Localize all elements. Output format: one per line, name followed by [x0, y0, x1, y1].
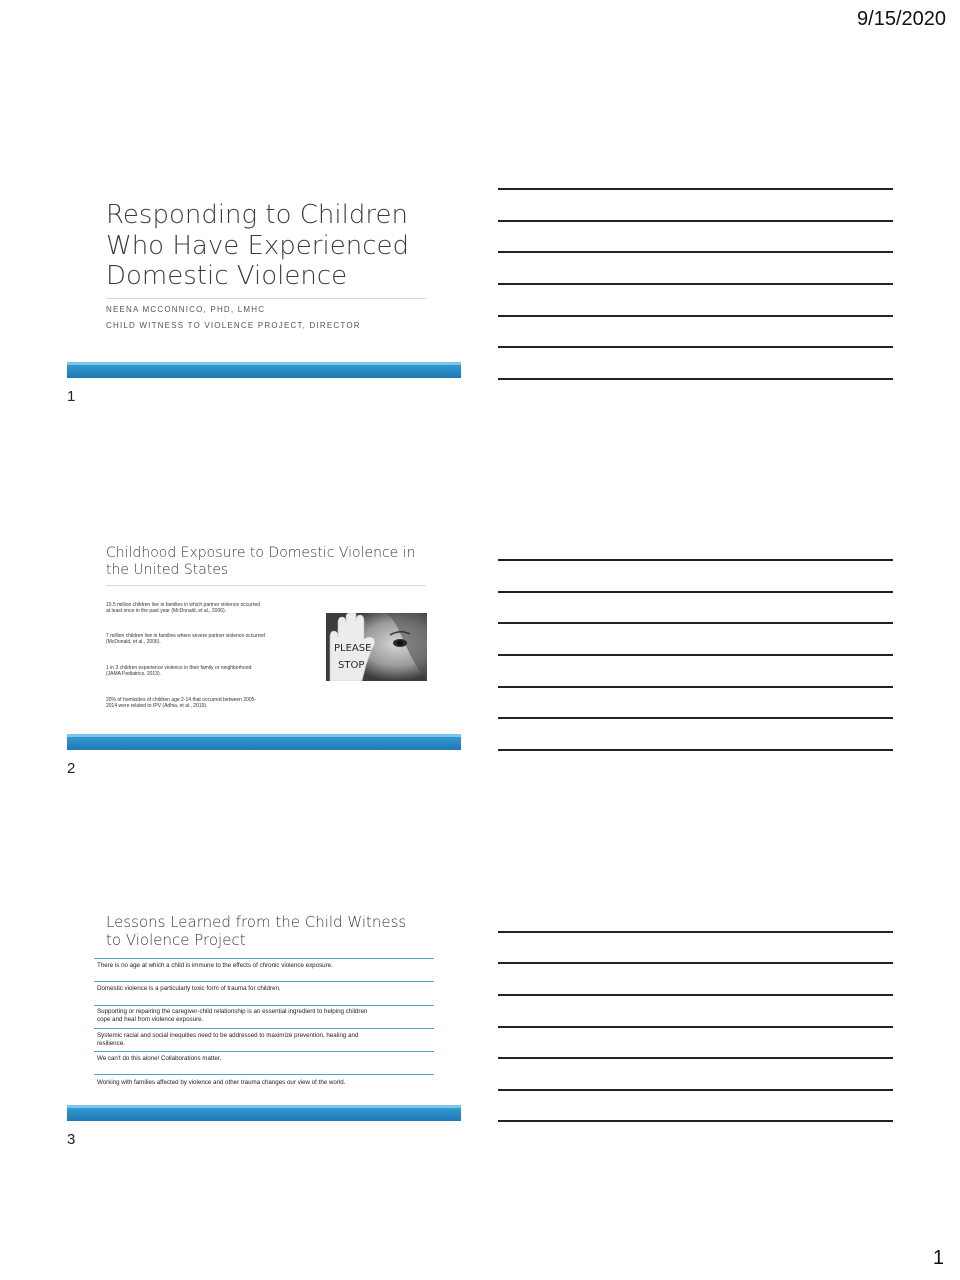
lesson-item: Domestic violence is a particularly toxic form of trauma for children. [97, 985, 281, 992]
note-line [498, 251, 893, 253]
lesson-item: We can't do this alone! Collaborations matter. [97, 1055, 222, 1062]
note-line [498, 378, 893, 380]
slide-title-line: Lessons Learned from the Child Witness [106, 913, 407, 931]
statistic-item: 15.5 million children live in families in which partner violence occurred at least once in the past year (McDonald, et al., 2006). [106, 602, 260, 614]
page-number: 1 [932, 1247, 944, 1269]
slide-title-line: to Violence Project [106, 930, 246, 949]
slide-footer-bar [67, 734, 461, 750]
please-stop-photo [326, 613, 427, 681]
slide-number: 1 [67, 388, 76, 405]
slide-title-line: Who Have Experienced [106, 230, 409, 261]
title-divider [106, 298, 426, 299]
slide-number: 2 [67, 760, 76, 777]
slide-title-line: Responding to Children [106, 200, 408, 230]
lesson-item: Working with families affected by violence and other trauma changes our view of the world. [97, 1079, 346, 1086]
note-line [498, 749, 893, 751]
lesson-divider [94, 981, 434, 982]
slide-title [106, 545, 436, 578]
title-divider [106, 585, 426, 586]
slide-footer-bar [67, 362, 461, 378]
please-stop-photo-art [326, 613, 427, 681]
photo-caption-line: STOP [338, 660, 365, 671]
lesson-item: There is no age at which a child is immune to the effects of chronic violence exposure. [97, 962, 333, 969]
note-line [498, 591, 893, 593]
lesson-divider [94, 1051, 434, 1052]
slide-title [106, 914, 436, 949]
slide-number: 3 [67, 1131, 76, 1148]
note-line [498, 962, 893, 964]
statistic-item: 7 million children live in families where severe partner violence occurred (McDonald, et al., 2006). [106, 633, 265, 645]
slide-title [106, 200, 436, 292]
slide-title-line: the United States [106, 561, 229, 578]
lesson-divider [94, 1028, 434, 1029]
note-line [498, 622, 893, 624]
lesson-item: Systemic racial and social inequities need to be addressed to maximize prevention, healing and resilience. [97, 1032, 359, 1047]
presenter-name: NEENA MCCONNICO, PHD, LMHC [106, 305, 266, 314]
note-line [498, 1120, 893, 1122]
note-line [498, 686, 893, 688]
note-line [498, 994, 893, 996]
note-line [498, 559, 893, 561]
note-line [498, 188, 893, 190]
note-line [498, 931, 893, 933]
slide-title-line: Childhood Exposure to Domestic Violence in [106, 545, 416, 561]
lesson-divider [94, 1005, 434, 1006]
statistic-item: 20% of homicides of children age 2-14 that occurred between 2005- 2014 were related to IPV (Adhia, et al., 2019). [106, 697, 257, 709]
note-line [498, 1057, 893, 1059]
note-line [498, 283, 893, 285]
note-line [498, 315, 893, 317]
note-line [498, 1089, 893, 1091]
note-line [498, 717, 893, 719]
photo-caption-line: PLEASE [334, 643, 372, 654]
page-date: 9/15/2020 [857, 8, 946, 30]
lesson-divider [94, 958, 434, 959]
slide-footer-bar [67, 1105, 461, 1121]
lesson-divider [94, 1074, 434, 1075]
lesson-item: Supporting or repairing the caregiver-child relationship is an essential ingredient to helping children cope and heal from violence exposure. [97, 1008, 368, 1023]
slide-title-line: Domestic Violence [106, 261, 348, 292]
presenter-affiliation: CHILD WITNESS TO VIOLENCE PROJECT, DIRECTOR [106, 321, 361, 330]
note-line [498, 1026, 893, 1028]
note-line [498, 346, 893, 348]
note-line [498, 654, 893, 656]
statistic-item: 1 in 3 children experience violence in their family or neighborhood (JAMA Pediatrics, 2013). [106, 665, 252, 677]
note-line [498, 220, 893, 222]
